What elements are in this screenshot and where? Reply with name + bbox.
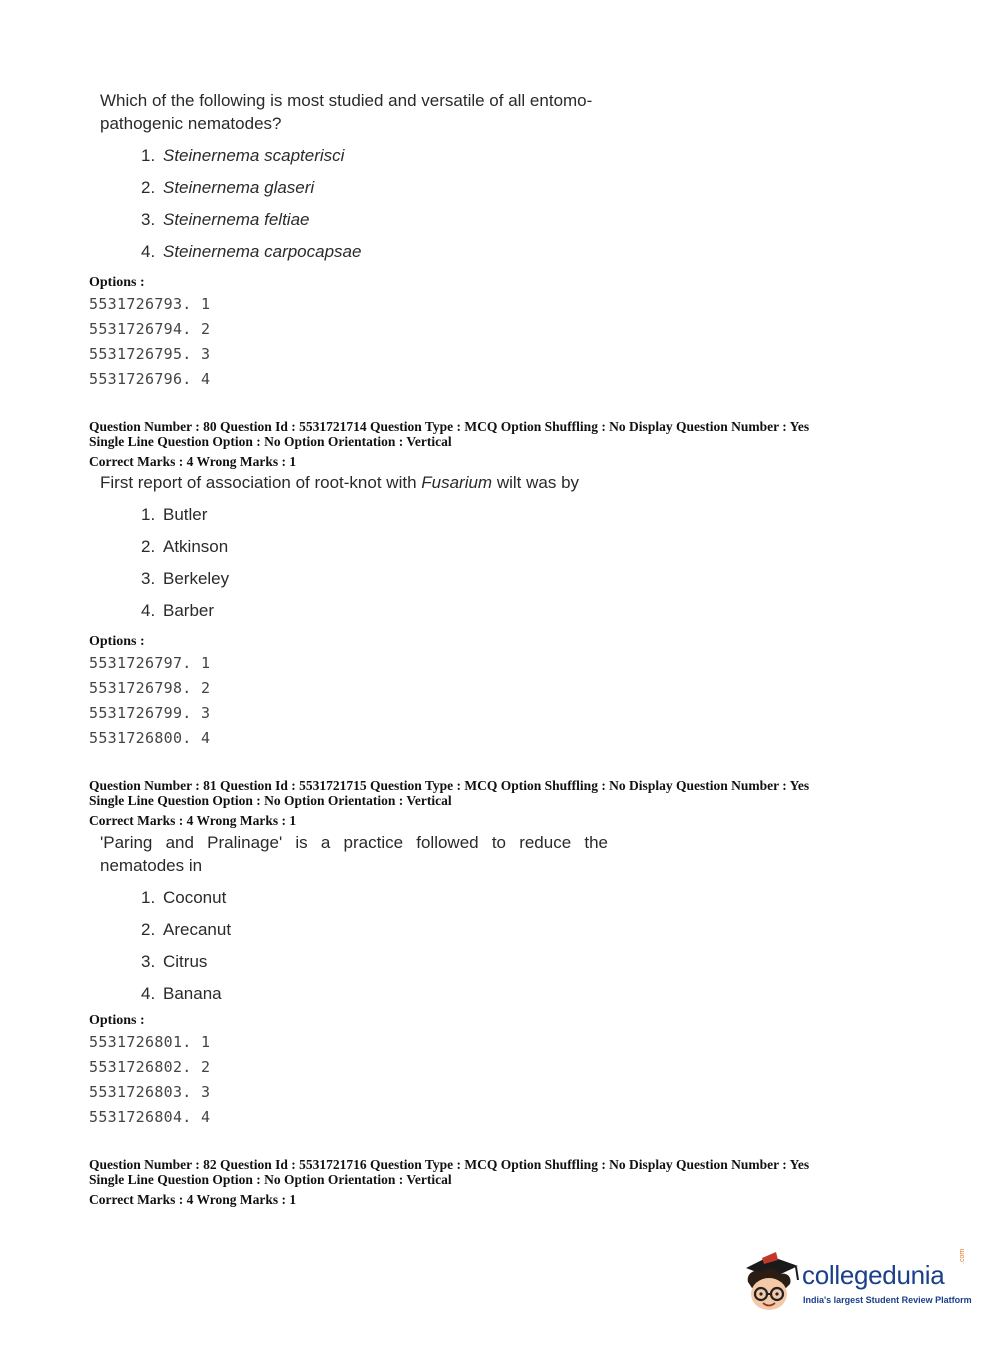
q80-option-id-4: 5531726800. 4 xyxy=(89,729,211,747)
q80-option-id-2: 5531726798. 2 xyxy=(89,679,211,697)
q81-choice-1: 1. Coconut xyxy=(141,888,227,907)
q80-option-id-list xyxy=(89,653,210,753)
q80-options-label: Options : xyxy=(89,634,145,649)
q81-option-id-3: 5531726803. 3 xyxy=(89,1083,211,1101)
q82-marks: Correct Marks : 4 Wrong Marks : 1 xyxy=(89,1192,297,1207)
q81-meta-line-2: Single Line Question Option : No Option Orientation : Vertical xyxy=(89,793,452,808)
q80-option-id-1: 5531726797. 1 xyxy=(89,654,211,672)
q79-choice-1: 1. Steinernema scapterisci xyxy=(141,146,345,165)
q80-meta xyxy=(89,419,809,449)
q79-option-id-4: 5531726796. 4 xyxy=(89,370,211,388)
q81-options-label: Options : xyxy=(89,1013,145,1028)
q80-option-id-3: 5531726799. 3 xyxy=(89,704,211,722)
q80-choice-list xyxy=(141,504,229,632)
q79-option-id-3: 5531726795. 3 xyxy=(89,345,211,363)
q81-choice-2: 2. Arecanut xyxy=(141,920,232,939)
q80-choice-2: 2. Atkinson xyxy=(141,537,229,556)
q79-question-text: Which of the following is most studied and versatile of all entomo-pathogenic nematodes? xyxy=(100,91,593,133)
logo-tagline: India's largest Student Review Platform xyxy=(803,1295,972,1305)
q81-option-id-list xyxy=(89,1032,210,1132)
q79-choice-list xyxy=(141,145,361,273)
q81-choice-4: 4. Banana xyxy=(141,984,222,1003)
q79-choice-4: 4. Steinernema carpocapsae xyxy=(141,242,362,261)
q80-question-text: First report of association of root-knot with Fusarium wilt was by xyxy=(100,473,580,492)
q82-meta xyxy=(89,1157,809,1187)
q79-choice-2: 2. Steinernema glaseri xyxy=(141,178,315,197)
q81-option-id-1: 5531726801. 1 xyxy=(89,1033,211,1051)
q80-marks: Correct Marks : 4 Wrong Marks : 1 xyxy=(89,454,297,469)
collegedunia-logo[interactable] xyxy=(740,1248,970,1320)
q79-option-id-list xyxy=(89,294,210,394)
q81-choice-list xyxy=(141,887,231,1015)
logo-wordmark: collegedunia xyxy=(802,1260,945,1290)
q80-choice-1: 1. Butler xyxy=(141,505,208,524)
q81-question-text: 'Paring and Pralinage' is a practice followed to reduce the nematodes in xyxy=(100,833,608,875)
student-mascot-icon xyxy=(740,1248,802,1320)
q80-meta-line-2: Single Line Question Option : No Option Orientation : Vertical xyxy=(89,434,452,449)
q81-choice-3: 3. Citrus xyxy=(141,952,208,971)
q81-option-id-4: 5531726804. 4 xyxy=(89,1108,211,1126)
q80-choice-4: 4. Barber xyxy=(141,601,215,620)
logo-suffix: .com xyxy=(959,1248,966,1264)
q80-meta-line-1: Question Number : 80 Question Id : 5531721714 Question Type : MCQ Option Shuffling : No Display Question Number : Yes xyxy=(89,419,810,434)
q80-question-italic: Fusarium xyxy=(421,473,493,492)
q81-meta xyxy=(89,778,809,808)
q82-meta-line-2: Single Line Question Option : No Option Orientation : Vertical xyxy=(89,1172,452,1187)
q81-option-id-2: 5531726802. 2 xyxy=(89,1058,211,1076)
q79-choice-3: 3. Steinernema feltiae xyxy=(141,210,310,229)
q80-choice-3: 3. Berkeley xyxy=(141,569,230,588)
q81-marks: Correct Marks : 4 Wrong Marks : 1 xyxy=(89,813,297,828)
q79-option-id-2: 5531726794. 2 xyxy=(89,320,211,338)
q79-option-id-1: 5531726793. 1 xyxy=(89,295,211,313)
q81-meta-line-1: Question Number : 81 Question Id : 5531721715 Question Type : MCQ Option Shuffling : No Display Question Number : Yes xyxy=(89,778,810,793)
q79-options-label: Options : xyxy=(89,275,145,290)
q82-meta-line-1: Question Number : 82 Question Id : 5531721716 Question Type : MCQ Option Shuffling : No Display Question Number : Yes xyxy=(89,1157,810,1172)
